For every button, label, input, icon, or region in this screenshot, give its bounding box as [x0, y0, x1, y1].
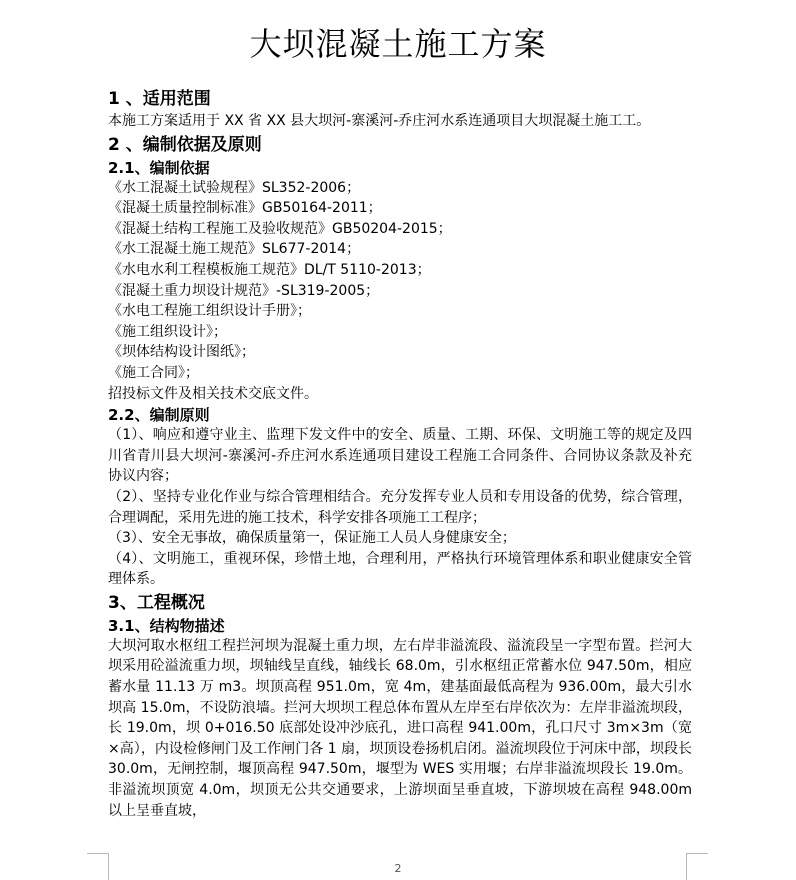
section-heading-1: 1 、适用范围: [108, 89, 211, 109]
reference-item: 《混凝土重力坝设计规范》-SL319-2005；: [108, 282, 380, 299]
reference-item: 《水电水利工程模板施工规范》DL/T 5110-2013；: [108, 261, 431, 278]
reference-item: 《水工混凝土施工规范》SL677-2014；: [108, 241, 361, 258]
page-corner-mark-left: [87, 853, 109, 854]
document-body: [108, 86, 692, 821]
principle-paragraph: （3）、安全无事故，确保质量第一，保证施工人员人身健康安全；: [108, 530, 516, 547]
reference-item: 《施工合同》；: [108, 364, 199, 381]
section-heading-2: 2 、编制依据及原则: [108, 134, 262, 155]
reference-item: 《水工混凝土试验规程》SL352-2006；: [108, 179, 361, 196]
section-1-text: 本施工方案适用于 XX 省 XX 县大坝河-寨溪河-乔庄河水系连通项目大坝混凝土施工工。: [108, 113, 651, 129]
structure-description: 大坝河取水枢纽工程拦河坝为混凝土重力坝，左右岸非溢流段、溢流段呈一字型布置。拦河大坝采用砼溢流重力坝，坝轴线呈直线，轴线长 68.0m，引水枢纽正常蓄水位 947.50m，相应蓄水量 11.13 万 m3。坝顶高程 951.0m，宽 4m，建基面最低高程为 936.00m，最大引水坝高 15.0m，不设防浪墙。拦河大坝坝工程总体布置从左岸至右岸依次为：左岸非溢流坝段，长 19.0m，坝 0+016.50 底部处设冲沙底孔，进口高程 941.00m，孔口尺寸 3m×3m（宽×高），内设检修闸门及工作闸门各 1 扇，坝顶设卷扬机启闭。溢流坝段位于河床中部，坝段长 30.0m，无闸控制，堰顶高程 947.50m，堰型为 WES 实用堰；右岸非溢流坝段长 19.0m。非溢流坝顶宽 4.0m，坝顶无公共交通要求，上游坝面呈垂直坡，下游坝坡在高程 948.00m 以上呈垂直坡，: [108, 637, 692, 819]
principle-paragraph: （2）、坚持专业化作业与综合管理相结合。充分发挥专业人员和专用设备的优势，综合管理，合理调配，采用先进的施工技术，科学安排各项施工工程序；: [108, 488, 692, 526]
subsection-heading-2-1: 2.1、编制依据: [108, 158, 210, 177]
page-number: 2: [394, 862, 402, 875]
reference-item: 《坝体结构设计图纸》；: [108, 344, 255, 361]
principle-paragraph: （1）、响应和遵守业主、监理下发文件中的安全、质量、工期、环保、文明施工等的规定及四川省青川县大坝河-寨溪河-乔庄河水系连通项目建设工程施工合同条件、合同协议条款及补充协议内容；: [108, 427, 692, 485]
reference-item: 《混凝土结构工程施工及验收规范》GB50204-2015；: [108, 220, 452, 237]
reference-item: 《混凝土质量控制标准》GB50164-2011；: [108, 200, 382, 217]
page-corner-mark-right: [686, 853, 708, 854]
principle-paragraph: （4）、文明施工，重视环保，珍惜土地，合理利用，严格执行环境管理体系和职业健康安全管理体系。: [108, 550, 692, 588]
subsection-heading-2-2: 2.2、编制原则: [108, 406, 210, 425]
document-title: 大坝混凝土施工方案: [249, 25, 547, 63]
reference-item: 《水电工程施工组织设计手册》；: [108, 303, 311, 320]
section-heading-3: 3、工程概况: [108, 592, 205, 613]
reference-item: 《施工组织设计》；: [108, 323, 227, 340]
reference-item: 招投标文件及相关技术交底文件。: [108, 385, 318, 402]
subsection-heading-3-1: 3.1、结构物描述: [108, 616, 225, 635]
